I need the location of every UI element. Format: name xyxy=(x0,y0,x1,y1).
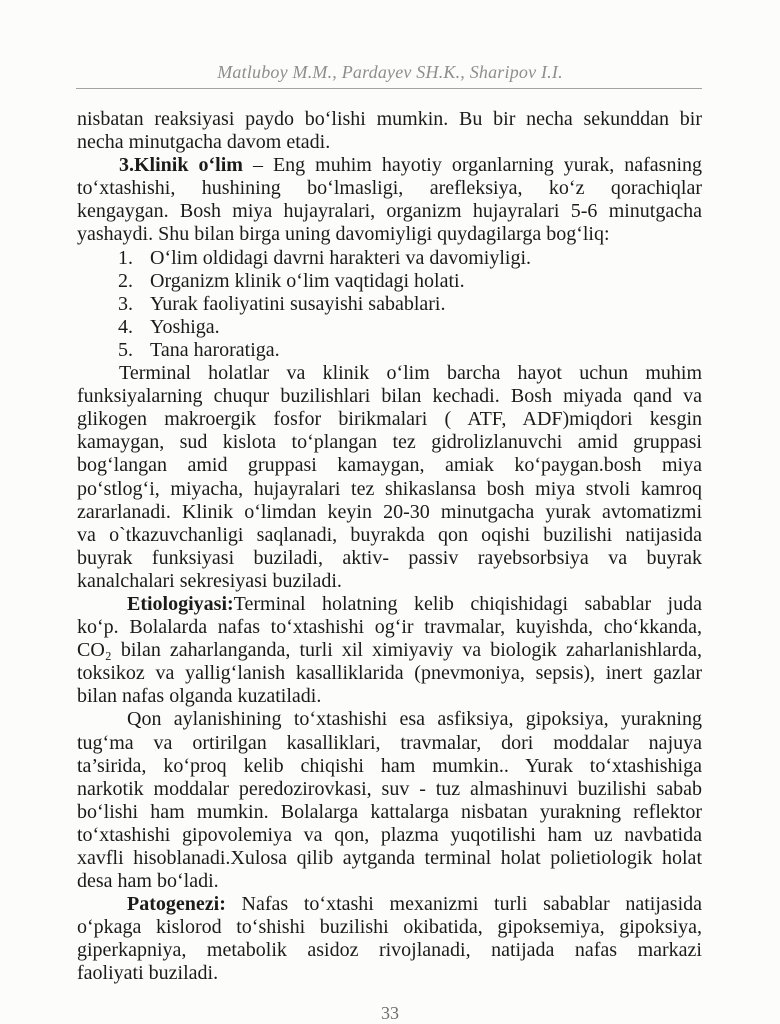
list-number: 3. xyxy=(118,292,133,315)
text-line: bo‘lishi ham mumkin. Bolalarga kattalarga nisbatan yurakning reflektor xyxy=(77,800,702,823)
text-line: narkotik moddalar peredozirovkasi, suv - tuz almashinuvi buzilishi sabab xyxy=(77,777,702,800)
text-line: to‘xtashishi gipovolemiya va qon, plazma yuqotilishi ham uz navbatida xyxy=(77,823,702,846)
text-line: nisbatan reaksiyasi paydo bo‘lishi mumkin. Bu bir necha sekunddan bir xyxy=(77,108,702,130)
etiology-first-line xyxy=(77,593,702,616)
list-number: 1. xyxy=(118,246,133,269)
list-item xyxy=(77,293,702,316)
text-line: to‘xtashishi, hushining bo‘lmasligi, arefleksiya, ko‘z qorachiqlar xyxy=(77,177,702,200)
text-line: Terminal holatlar va klinik o‘lim barcha hayot uchun muhim xyxy=(119,362,702,385)
text-line: faoliyati buziladi. xyxy=(77,962,219,985)
text-line: toksikoz va yallig‘lanish kasalliklarida (pnevmoniya, sepsis), inert gazlar xyxy=(77,662,702,685)
list-text: Organizm klinik o‘lim vaqtidagi holati. xyxy=(150,269,465,292)
text-line: funksiyalarning chuqur buzilishlari bilan kechadi. Bosh miyada qand va xyxy=(77,385,702,408)
text-line: tug‘ma va ortirilgan kasalliklari, travmalar, dori moddalar najuya xyxy=(77,731,702,754)
text-line: – Eng muhim hayotiy organlarning yurak, nafasning xyxy=(252,154,703,177)
text-line: kamaygan, sud kislota to‘plangan tez gidrolizlanuvchi amid gruppasi xyxy=(77,431,702,454)
text-line: ta’sirida, ko‘proq kelib chiqishi ham mumkin.. Yurak to‘xtashishiga xyxy=(77,754,702,777)
text-line: ko‘p. Bolalarda nafas to‘xtashishi og‘ir travmalar, kuyishda, cho‘kkanda, xyxy=(77,616,702,639)
text-line: va o`tkazuvchanligi saqlanadi, buyrakda qon oqishi buzilishi natijasida xyxy=(77,523,702,546)
header-rule xyxy=(76,88,702,89)
pathogenesis-heading: Patogenezi: xyxy=(127,893,226,916)
body-text xyxy=(77,108,702,986)
text-line: desa ham bo‘ladi. xyxy=(77,870,219,893)
list-item xyxy=(77,247,702,270)
text-line: necha minutgacha davom etadi. xyxy=(77,131,331,154)
text-line: glikogen makroergik fosfor birikmalari ( ATF, ADF)miqdori kesgin xyxy=(77,408,702,431)
text-line: kanalchalari sekresiyasi buziladi. xyxy=(77,569,342,592)
text-line: po‘stlog‘i, miyacha, hujayralari tez shikaslansa bosh miya stvoli kamroq xyxy=(77,477,702,500)
text-line: buyrak funksiyasi buziladi, aktiv- passiv rayebsorbsiya va buyrak xyxy=(77,546,702,569)
text-line: Terminal holatning kelib chiqishidagi sabablar juda xyxy=(233,592,702,615)
page-number: 33 xyxy=(381,1003,399,1023)
list-number: 4. xyxy=(118,315,133,338)
running-header: Matluboy M.M., Pardayev SH.K., Sharipov I.I. xyxy=(217,62,563,82)
list-item xyxy=(77,316,702,339)
list-text: Tana haroratiga. xyxy=(150,338,280,361)
list-text: Yoshiga. xyxy=(150,315,220,338)
etiology-heading: Etiologiyasi: xyxy=(127,592,234,615)
clinical-death-heading: 3.Klinik o‘lim xyxy=(119,154,243,177)
text-line: CO₂ bilan zaharlanganda, turli xil ximiyaviy va biologik zaharlanishlarda, xyxy=(77,639,702,662)
list-text: O‘lim oldidagi davrni harakteri va davomiyligi. xyxy=(150,246,532,269)
text-line: yashaydi. Shu bilan birga uning davomiyligi quydagilarga bog‘liq: xyxy=(77,223,610,246)
clinical-death-first-line xyxy=(77,154,702,177)
text-line: giperkapniya, metabolik asidoz rivojlanadi, natijada nafas markazi xyxy=(77,939,702,962)
text-line: bog‘langan amid gruppasi kamaygan, amiak ko‘paygan.bosh miya xyxy=(77,454,702,477)
text-line: Nafas to‘xtashi mexanizmi turli sabablar natijasida xyxy=(241,893,703,916)
text-line: Qon aylanishining to‘xtashishi esa asfiksiya, gipoksiya, yurakning xyxy=(127,708,702,731)
list-text: Yurak faoliyatini susayishi sabablari. xyxy=(150,292,446,315)
text-line: zararlanadi. Klinik o‘limdan keyin 20-30 minutgacha yurak avtomatizmi xyxy=(77,500,702,523)
list-number: 2. xyxy=(118,269,133,292)
pathogenesis-first-line xyxy=(77,893,702,916)
list-number: 5. xyxy=(118,338,133,361)
text-line: bilan nafas olganda kuzatiladi. xyxy=(77,685,322,708)
text-line: o‘pkaga kislorod to‘shishi buzilishi okibatida, gipoksemiya, gipoksiya, xyxy=(77,916,702,939)
list-item xyxy=(77,339,702,362)
text-line: xavfli hisoblanadi.Xulosa qilib aytganda terminal holat polietiologik holat xyxy=(77,847,702,869)
text-line: kengaygan. Bosh miya hujayralari, organizm hujayralari 5-6 minutgacha xyxy=(77,200,702,223)
list-item xyxy=(77,270,702,293)
